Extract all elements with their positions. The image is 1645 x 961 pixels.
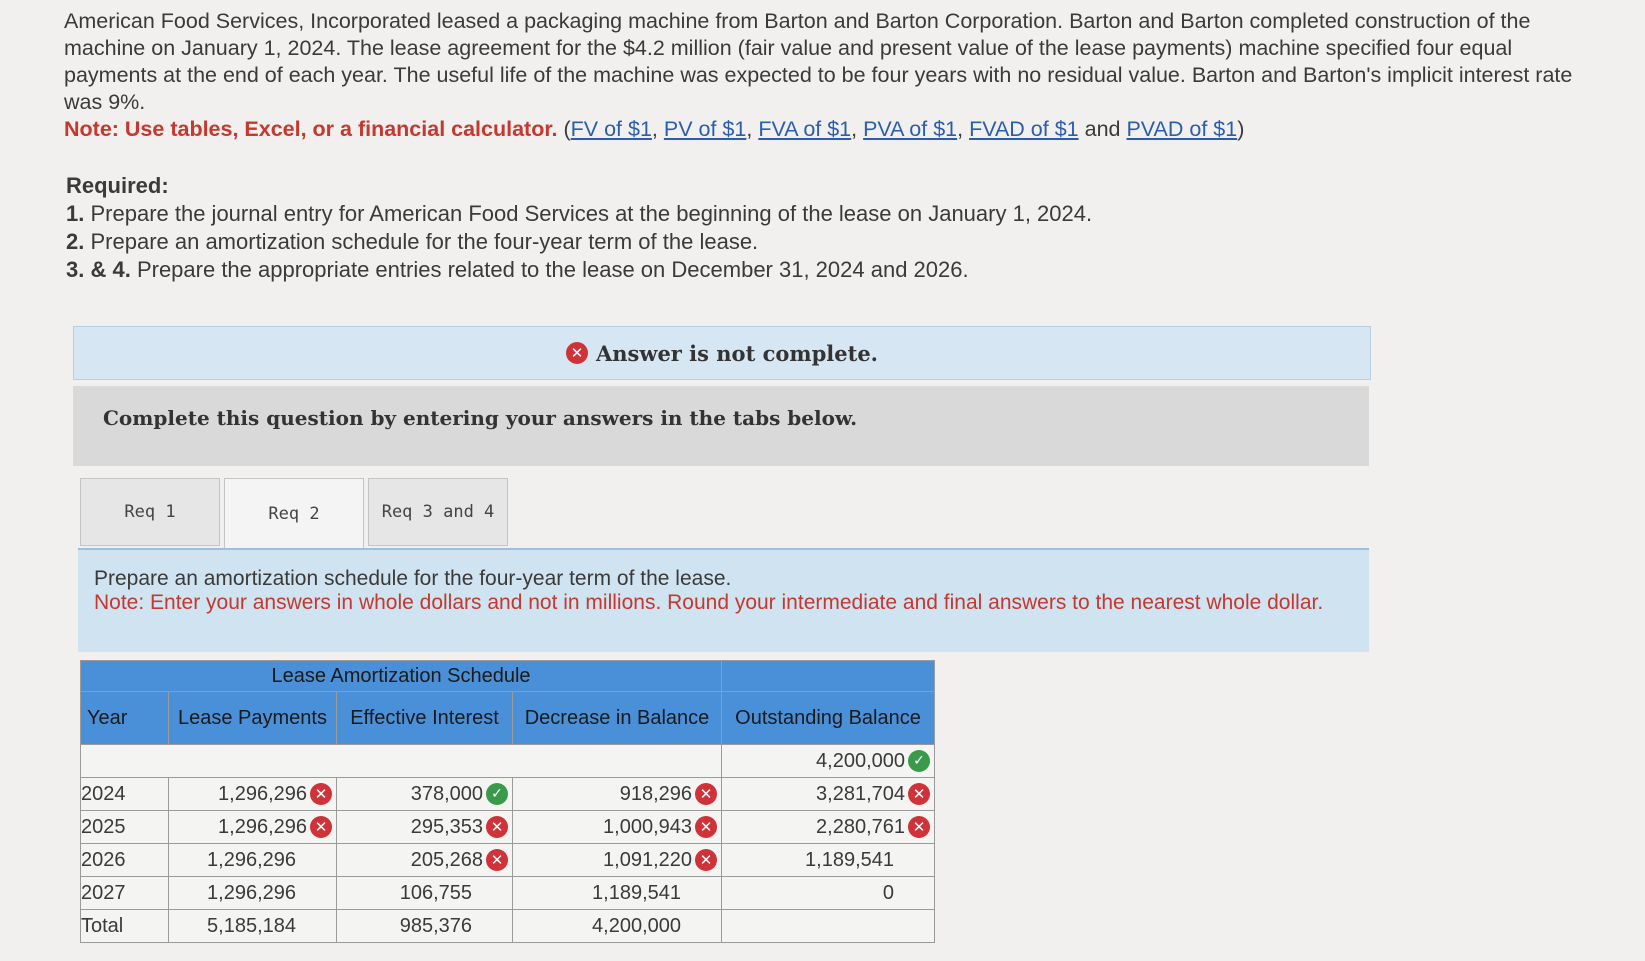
required-item-3: 3. & 4. Prepare the appropriate entries related to the lease on December 31, 2024 and 2026. bbox=[66, 257, 969, 282]
total-payment: 5,185,184 bbox=[207, 914, 296, 937]
problem-text: American Food Services, Incorporated leased a packaging machine from Barton and Barton Corporation. Barton and Barton completed construction of the machine on January 1, 2024. The lease agreement for the $4.2 million (fair value and present value of the lease payments) machine specified four equal payments at the end of each year. The useful life of the machine was expected to be four years with no residual value. Barton and Barton's implicit interest rate was 9%. bbox=[64, 9, 1573, 114]
header-year: Year bbox=[81, 692, 169, 745]
year-cell: 2027 bbox=[81, 877, 169, 910]
incorrect-icon: ✕ bbox=[310, 816, 332, 838]
balance-input[interactable]: 2,280,761 bbox=[816, 815, 905, 838]
and-word: and bbox=[1084, 117, 1121, 141]
incorrect-icon: ✕ bbox=[695, 783, 717, 805]
tab-bar bbox=[80, 478, 512, 548]
tab-req-2[interactable]: Req 2 bbox=[224, 478, 364, 548]
link-fvad[interactable]: FVAD of $1 bbox=[969, 117, 1079, 141]
interest-input[interactable]: 378,000 bbox=[410, 782, 483, 805]
incorrect-icon: ✕ bbox=[908, 816, 930, 838]
incorrect-icon: ✕ bbox=[310, 783, 332, 805]
total-decrease: 4,200,000 bbox=[592, 914, 681, 937]
year-cell: 2024 bbox=[81, 778, 169, 811]
payment-value: 1,296,296 bbox=[207, 881, 296, 904]
incorrect-icon: ✕ bbox=[695, 816, 717, 838]
year-cell: 2025 bbox=[81, 811, 169, 844]
banner-text: Answer is not complete. bbox=[595, 340, 878, 366]
decrease-input[interactable]: 1,000,943 bbox=[603, 815, 692, 838]
link-pvad[interactable]: PVAD of $1 bbox=[1126, 117, 1238, 141]
interest-input[interactable]: 295,353 bbox=[410, 815, 483, 838]
status-banner bbox=[73, 326, 1371, 380]
problem-statement bbox=[64, 8, 1574, 143]
panel-instruction: Prepare an amortization schedule for the four-year term of the lease. bbox=[94, 567, 732, 590]
note-label: Note: Use tables, Excel, or a financial calculator. bbox=[64, 117, 558, 141]
incorrect-icon: ✕ bbox=[566, 342, 588, 364]
link-fv[interactable]: FV of $1 bbox=[570, 117, 652, 141]
payment-value: 1,296,296 bbox=[207, 848, 296, 871]
incorrect-icon: ✕ bbox=[695, 849, 717, 871]
interest-value: 106,755 bbox=[399, 881, 472, 904]
decrease-input[interactable]: 1,091,220 bbox=[603, 848, 692, 871]
instructions-box bbox=[73, 386, 1369, 466]
balance-value: 0 bbox=[882, 881, 894, 904]
table-row-initial bbox=[81, 745, 935, 778]
panel-note: Note: Enter your answers in whole dollars and not in millions. Round your intermediate and final answers to the nearest whole dollar. bbox=[94, 591, 1324, 614]
correct-icon: ✓ bbox=[486, 783, 508, 805]
incorrect-icon: ✕ bbox=[486, 816, 508, 838]
payment-input[interactable]: 1,296,296 bbox=[218, 815, 307, 838]
header-effective-interest: Effective Interest bbox=[337, 692, 513, 745]
instructions-text: Complete this question by entering your answers in the tabs below. bbox=[103, 406, 858, 430]
initial-balance-input[interactable]: 4,200,000 bbox=[816, 749, 905, 772]
total-label: Total bbox=[81, 910, 169, 943]
note-line: Note: Use tables, Excel, or a financial calculator. (FV of $1, PV of $1, FVA of $1, PVA of $1, FVAD of $1 and PVAD of $1) bbox=[64, 117, 1245, 141]
question-panel bbox=[78, 548, 1369, 652]
balance-value: 1,189,541 bbox=[805, 848, 894, 871]
required-heading: Required: bbox=[66, 173, 169, 198]
interest-input[interactable]: 205,268 bbox=[410, 848, 483, 871]
table-row-total bbox=[81, 910, 935, 943]
header-lease-payments: Lease Payments bbox=[169, 692, 337, 745]
required-section bbox=[66, 172, 1466, 284]
incorrect-icon: ✕ bbox=[908, 783, 930, 805]
required-item-2: 2. Prepare an amortization schedule for the four-year term of the lease. bbox=[66, 229, 759, 254]
payment-input[interactable]: 1,296,296 bbox=[218, 782, 307, 805]
decrease-value: 1,189,541 bbox=[592, 881, 681, 904]
link-pva[interactable]: PVA of $1 bbox=[863, 117, 958, 141]
decrease-input[interactable]: 918,296 bbox=[619, 782, 692, 805]
year-cell: 2026 bbox=[81, 844, 169, 877]
title-blank-cell bbox=[722, 661, 935, 692]
table-title: Lease Amortization Schedule bbox=[81, 661, 722, 692]
table-row bbox=[81, 811, 935, 844]
header-outstanding-balance: Outstanding Balance bbox=[722, 692, 935, 745]
required-item-1: 1. Prepare the journal entry for American Food Services at the beginning of the lease on January 1, 2024. bbox=[66, 201, 1093, 226]
table-row bbox=[81, 778, 935, 811]
table-row bbox=[81, 877, 935, 910]
table-row bbox=[81, 844, 935, 877]
header-decrease-in-balance: Decrease in Balance bbox=[513, 692, 722, 745]
correct-icon: ✓ bbox=[908, 750, 930, 772]
tab-req-1[interactable]: Req 1 bbox=[80, 478, 220, 546]
balance-input[interactable]: 3,281,704 bbox=[816, 782, 905, 805]
tab-req-3-and-4[interactable]: Req 3 and 4 bbox=[368, 478, 508, 546]
total-interest: 985,376 bbox=[399, 914, 472, 937]
amortization-table bbox=[80, 660, 935, 943]
link-fva[interactable]: FVA of $1 bbox=[758, 117, 852, 141]
incorrect-icon: ✕ bbox=[486, 849, 508, 871]
link-pv[interactable]: PV of $1 bbox=[663, 117, 747, 141]
